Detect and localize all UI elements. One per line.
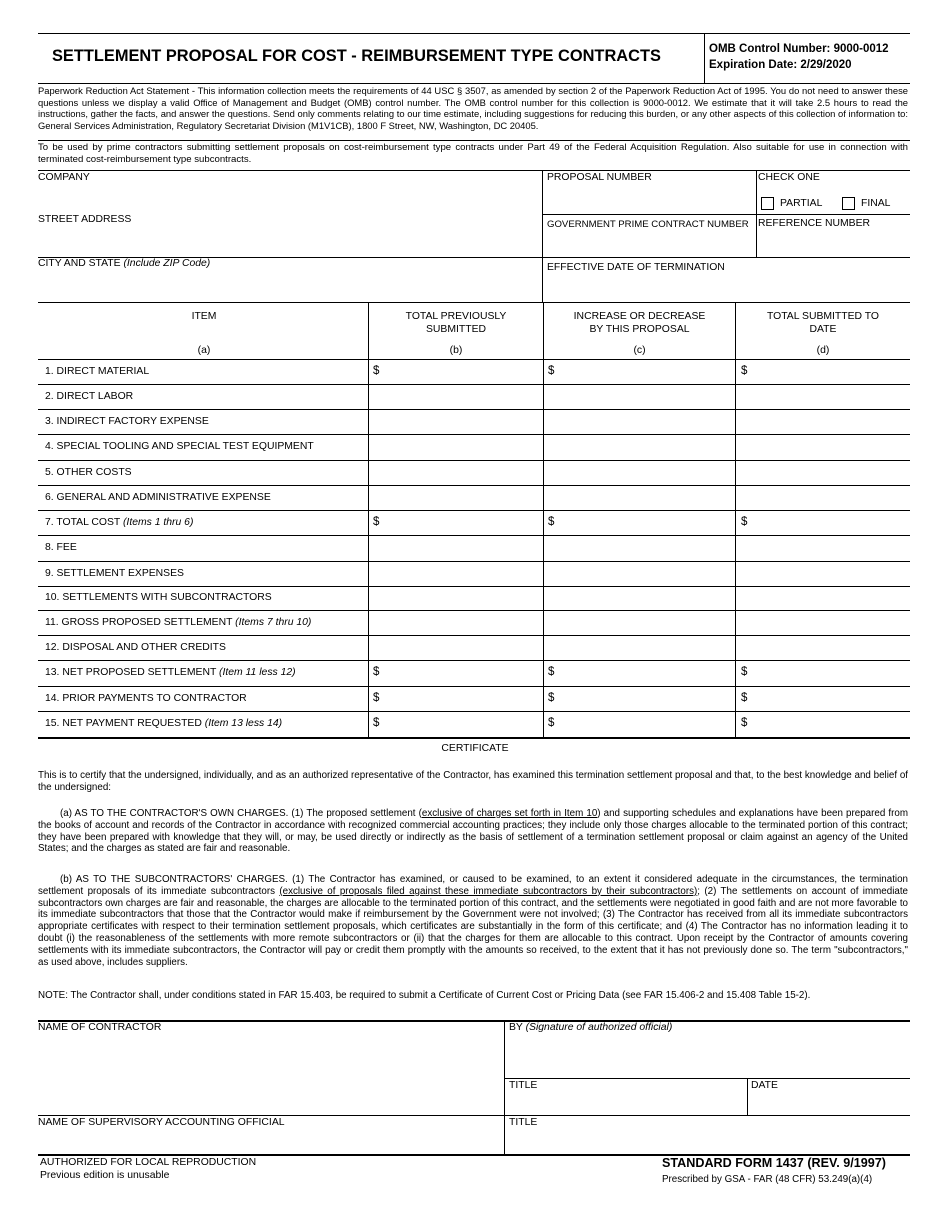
amount-cell-b[interactable]	[369, 486, 543, 510]
row-label-text: 12. DISPOSAL AND OTHER CREDITS	[45, 642, 226, 653]
col-d-letter: (d)	[816, 345, 830, 356]
city-state-field[interactable]	[38, 272, 540, 300]
amount-cell-b[interactable]	[369, 661, 543, 686]
by-text: BY	[509, 1022, 523, 1033]
amount-cell-c[interactable]	[544, 385, 735, 409]
table-row-label	[45, 542, 77, 553]
company-field[interactable]	[38, 186, 540, 212]
name-of-contractor-label: NAME OF CONTRACTOR	[38, 1022, 162, 1033]
prescribed-by: Prescribed by GSA - FAR (48 CFR) 53.249(a)(4)	[662, 1174, 873, 1185]
amount-cell-d[interactable]	[736, 636, 910, 660]
form-title: SETTLEMENT PROPOSAL FOR COST - REIMBURSEMENT TYPE CONTRACTS	[52, 47, 661, 65]
para-a-end: ) and supporting schedules and explanations have been prepared from the books of account and records of the Contractor in accordance with recognized commercial accounting practices; they include only those charges allocable to the terminated portion of this contract; they have been prepared with knowledge that they will, or may, be used directly or indirectly as the basis of settlement of a termination settlement proposal or claim against an agency of the United States; and the charges as stated are fair and reasonable.	[38, 808, 908, 855]
amount-cell-d[interactable]	[736, 536, 910, 561]
certificate-para-b	[38, 874, 908, 968]
check-one-label: CHECK ONE	[758, 172, 820, 183]
table-row-label	[45, 441, 314, 452]
amount-cell-c[interactable]	[544, 611, 735, 635]
col-b-title-line2: SUBMITTED	[425, 324, 487, 335]
row-label-text: 3. INDIRECT FACTORY EXPENSE	[45, 416, 209, 427]
gov-prime-contract-label: GOVERNMENT PRIME CONTRACT NUMBER	[547, 219, 749, 230]
title2-field[interactable]	[508, 1131, 908, 1152]
date-field[interactable]	[751, 1094, 907, 1114]
amount-cell-d[interactable]	[736, 385, 910, 409]
amount-cell-c[interactable]	[544, 410, 735, 434]
amount-cell-c[interactable]	[544, 511, 735, 535]
street-address-label: STREET ADDRESS	[38, 214, 132, 225]
table-row-label	[45, 517, 193, 528]
omb-control-number: OMB Control Number: 9000-0012	[709, 43, 889, 55]
dollar-sign: $	[741, 692, 748, 704]
col-b-letter: (b)	[449, 345, 463, 356]
row-label-text: 9. SETTLEMENT EXPENSES	[45, 568, 184, 579]
amount-cell-c[interactable]	[544, 687, 735, 711]
row-label-text: 7. TOTAL COST	[45, 517, 123, 528]
amount-cell-d[interactable]	[736, 661, 910, 686]
dollar-sign: $	[548, 692, 555, 704]
amount-cell-b[interactable]	[369, 712, 543, 737]
paperwork-statement: Paperwork Reduction Act Statement - This information collection meets the requirements of 44 USC § 3507, as amended by section 2 of the Paperwork Reduction Act of 1995. You do not need to answer these questions unless we display a valid Office of Management and Budget (OMB) control number. The OMB control number for this collection is 9000-0012. We estimate that it will take 2.5 hours to read the instructions, gather the facts, and answer the questions. Send only comments relating to our time estimate, including suggestions for reducing this burden, or any other aspects of this collection of information to: General Services Administration, Regulatory Secretariat Division (M1V1CB), 1800 F Street, NW, Washington, DC 20405.	[38, 85, 908, 132]
dollar-sign: $	[741, 666, 748, 678]
dollar-sign: $	[548, 365, 555, 377]
title-field[interactable]	[508, 1094, 744, 1114]
dollar-sign: $	[741, 516, 748, 528]
certificate-intro: This is to certify that the undersigned, individually, and as an authorized representative of the Contractor, has examined this termination settlement proposal and that, to the best knowledge and belief of the undersigned:	[38, 770, 908, 793]
amount-cell-c[interactable]	[544, 486, 735, 510]
row-label-note: (Item 13 less 14)	[204, 718, 283, 729]
amount-cell-d[interactable]	[736, 587, 910, 610]
amount-cell-b[interactable]	[369, 360, 543, 384]
dollar-sign: $	[548, 717, 555, 729]
row-label-text: 8. FEE	[45, 542, 77, 553]
amount-cell-d[interactable]	[736, 461, 910, 485]
amount-cell-b[interactable]	[369, 636, 543, 660]
date-label: DATE	[751, 1080, 778, 1091]
amount-cell-b[interactable]	[369, 687, 543, 711]
amount-cell-b[interactable]	[369, 435, 543, 460]
certificate-heading: CERTIFICATE	[441, 743, 509, 754]
proposal-number-label: PROPOSAL NUMBER	[547, 172, 652, 183]
row-label-text: 6. GENERAL AND ADMINISTRATIVE EXPENSE	[45, 492, 271, 503]
amount-cell-c[interactable]	[544, 536, 735, 561]
dollar-sign: $	[373, 717, 380, 729]
col-c-header	[544, 310, 735, 357]
amount-cell-d[interactable]	[736, 687, 910, 711]
amount-cell-d[interactable]	[736, 511, 910, 535]
gov-prime-contract-field[interactable]	[546, 232, 752, 256]
table-row-label	[45, 693, 247, 704]
col-b-header	[369, 310, 543, 357]
title2-label: TITLE	[509, 1117, 538, 1128]
dollar-sign: $	[548, 516, 555, 528]
amount-cell-b[interactable]	[369, 536, 543, 561]
col-a-title: ITEM	[191, 311, 217, 322]
row-label-text: 5. OTHER COSTS	[45, 467, 132, 478]
city-state-note: (Include ZIP Code)	[123, 258, 211, 269]
amount-cell-c[interactable]	[544, 461, 735, 485]
table-row-label	[45, 642, 226, 653]
row-label-text: 15. NET PAYMENT REQUESTED	[45, 718, 205, 729]
city-state-text: CITY AND STATE	[38, 258, 121, 269]
para-a-underline: exclusive of charges set forth in Item 10	[421, 808, 598, 819]
col-a-letter: (a)	[197, 345, 211, 356]
amount-cell-b[interactable]	[369, 587, 543, 610]
amount-cell-d[interactable]	[736, 410, 910, 434]
row-label-note: (Items 7 thru 10)	[235, 617, 312, 628]
row-label-text: 2. DIRECT LABOR	[45, 391, 134, 402]
partial-checkbox[interactable]	[761, 197, 774, 210]
amount-cell-b[interactable]	[369, 461, 543, 485]
row-label-note: (Items 1 thru 6)	[122, 517, 194, 528]
street-address-field[interactable]	[38, 228, 540, 256]
amount-cell-d[interactable]	[736, 435, 910, 460]
col-a-header	[40, 310, 368, 357]
dollar-sign: $	[548, 666, 555, 678]
amount-cell-c[interactable]	[544, 712, 735, 737]
col-d-header	[736, 310, 910, 357]
para-b-end: ; (2) The settlements on account of immediate subcontractors own charges are fair and reasonable, the charges are allocable to the terminated portion of this contract, and the settlements were negotiated in good faith and are not more favorable to its immediate subcontractors that those that the Contractor would make if reimbursement by the Government were not involved; (3) The Contractor has received from all its immediate subcontractors appropriate certificates with respect to their termination settlement proposals, which certificates are substantially in the form of this certificate; and (4) The Contractor has no information leading it to doubt (i) the reasonableness of the settlements with more remote subcontractors or (ii) that the charges for them are allocable to this contract. Upon receipt by the Contractor of amounts covering settlements with its immediate subcontractors, the Contractor will pay or credit them promptly with the amounts so received, to the extent that it has not previously done so. The term "subcontractors," as used above, includes suppliers.	[38, 885, 909, 968]
amount-cell-b[interactable]	[369, 611, 543, 635]
row-label-text: 13. NET PROPOSED SETTLEMENT	[45, 667, 219, 678]
company-label: COMPANY	[38, 172, 90, 183]
by-label	[509, 1022, 672, 1033]
amount-cell-b[interactable]	[369, 562, 543, 586]
table-row-label	[45, 667, 296, 678]
dollar-sign: $	[373, 666, 380, 678]
dollar-sign: $	[373, 516, 380, 528]
amount-cell-c[interactable]	[544, 587, 735, 610]
amount-cell-d[interactable]	[736, 486, 910, 510]
amount-cell-b[interactable]	[369, 410, 543, 434]
amount-cell-c[interactable]	[544, 435, 735, 460]
table-row-label	[45, 617, 311, 628]
amount-cell-c[interactable]	[544, 636, 735, 660]
table-row-label	[45, 366, 149, 377]
certificate-para-a	[38, 808, 908, 855]
dollar-sign: $	[741, 365, 748, 377]
final-checkbox[interactable]	[842, 197, 855, 210]
partial-label: PARTIAL	[780, 198, 823, 209]
dollar-sign: $	[373, 692, 380, 704]
table-row-label	[45, 568, 184, 579]
col-c-title: INCREASE OR DECREASE	[573, 311, 706, 322]
row-label-text: 4. SPECIAL TOOLING AND SPECIAL TEST EQUIPMENT	[45, 441, 314, 452]
amount-cell-c[interactable]	[544, 661, 735, 686]
table-row-label	[45, 467, 132, 478]
authorized-reproduction: AUTHORIZED FOR LOCAL REPRODUCTION	[40, 1157, 257, 1168]
row-label-note: (Item 11 less 12)	[219, 667, 296, 678]
amount-cell-b[interactable]	[369, 385, 543, 409]
reference-number-field[interactable]	[758, 232, 908, 256]
table-row-label	[45, 718, 282, 729]
table-row-label	[45, 492, 271, 503]
proposal-number-field[interactable]	[546, 186, 752, 212]
supervisory-official-label: NAME OF SUPERVISORY ACCOUNTING OFFICIAL	[38, 1117, 285, 1128]
signature-field[interactable]	[508, 1036, 908, 1076]
para-b-underline: (exclusive of proposals filed against these immediate subcontractors by their subcontractors)	[279, 885, 698, 897]
col-c-title-line2: BY THIS PROPOSAL	[589, 324, 690, 335]
dollar-sign: $	[741, 717, 748, 729]
row-label-text: 14. PRIOR PAYMENTS TO CONTRACTOR	[45, 693, 247, 704]
para-a-start: (a) AS TO THE CONTRACTOR'S OWN CHARGES. (1) The proposed settlement (	[60, 808, 422, 819]
certificate-note: NOTE: The Contractor shall, under conditions stated in FAR 15.403, be required to submit a Certificate of Current Cost or Pricing Data (see FAR 15.406-2 and 15.408 Table 15-2).	[38, 990, 811, 1001]
row-label-text: 11. GROSS PROPOSED SETTLEMENT	[45, 617, 236, 628]
dollar-sign: $	[373, 365, 380, 377]
name-of-contractor-field[interactable]	[38, 1036, 502, 1112]
amount-cell-c[interactable]	[544, 562, 735, 586]
amount-cell-c[interactable]	[544, 360, 735, 384]
para-b-start: (b) AS TO THE SUBCONTRACTORS' CHARGES. (1) The Contractor has examined, or caused to be examined, to an extent it considered adequate in the circumstances, the termination settlement proposals of its immediate subcontractors	[38, 874, 908, 897]
usage-note: To be used by prime contractors submitting settlement proposals on cost-reimbursement type contracts under Part 49 of the Federal Acquisition Regulation. Also suitable for use in connection with terminated cost-reimbursement type subcontracts.	[38, 142, 908, 165]
col-c-letter: (c)	[633, 345, 646, 356]
amount-cell-b[interactable]	[369, 511, 543, 535]
col-a-title-line2	[40, 323, 368, 336]
col-b-title: TOTAL PREVIOUSLY	[405, 311, 507, 322]
previous-edition: Previous edition is unusable	[40, 1170, 170, 1181]
expiration-date: Expiration Date: 2/29/2020	[709, 59, 852, 71]
city-state-label	[38, 258, 210, 269]
row-label-text: 10. SETTLEMENTS WITH SUBCONTRACTORS	[45, 592, 272, 603]
col-d-title: TOTAL SUBMITTED TO	[766, 311, 879, 322]
table-row-label	[45, 592, 272, 603]
form-id: STANDARD FORM 1437 (REV. 9/1997)	[662, 1156, 886, 1170]
amount-cell-d[interactable]	[736, 712, 910, 737]
amount-cell-d[interactable]	[736, 562, 910, 586]
table-row-label	[45, 416, 209, 427]
supervisory-official-field[interactable]	[38, 1131, 502, 1152]
title-label: TITLE	[509, 1080, 538, 1091]
by-note: (Signature of authorized official)	[525, 1022, 673, 1033]
amount-cell-d[interactable]	[736, 611, 910, 635]
row-label-text: 1. DIRECT MATERIAL	[45, 366, 150, 377]
effective-date-field[interactable]	[546, 276, 908, 300]
table-row-label	[45, 391, 133, 402]
effective-date-label: EFFECTIVE DATE OF TERMINATION	[547, 262, 725, 273]
reference-number-label: REFERENCE NUMBER	[758, 218, 870, 229]
amount-cell-d[interactable]	[736, 360, 910, 384]
col-d-title-line2: DATE	[809, 324, 837, 335]
final-label: FINAL	[861, 198, 891, 209]
